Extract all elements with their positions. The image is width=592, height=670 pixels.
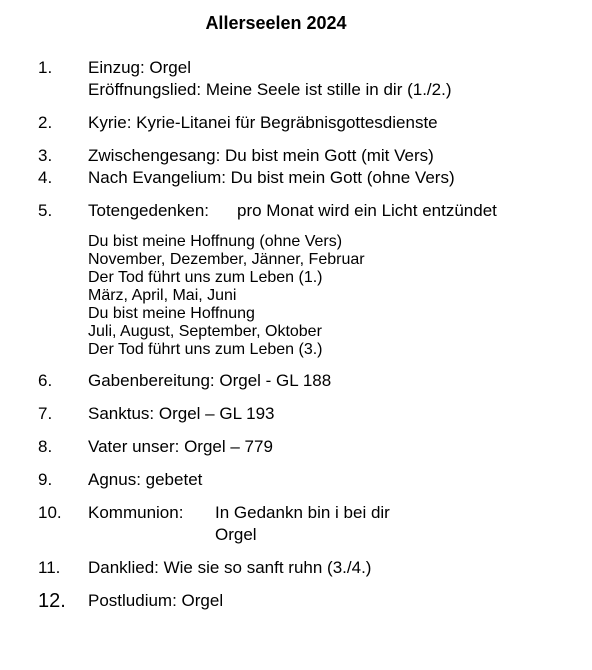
item-line: Vater unser: Orgel – 779: [88, 437, 273, 456]
item-text: In Gedankn bin i bei dir: [215, 503, 390, 522]
block-line: Du bist meine Hoffnung (ohne Vers): [88, 233, 343, 250]
item-number: 4.: [38, 168, 53, 187]
list-item-1: [38, 57, 578, 101]
item-line: Zwischengesang: Du bist mein Gott (mit Vers): [88, 146, 434, 165]
list-item-4: [38, 167, 578, 189]
item-line: Agnus: gebetet: [88, 470, 203, 489]
item-line: Einzug: Orgel: [88, 58, 191, 77]
item-number: 9.: [38, 470, 53, 489]
list-item-6: [38, 370, 578, 392]
block-line: März, April, Mai, Juni: [88, 287, 237, 304]
item-body: [88, 57, 578, 101]
item-number: 6.: [38, 371, 53, 390]
item-body: [88, 112, 578, 134]
list-item-12: [38, 590, 578, 612]
item-body: [88, 200, 578, 222]
totengedenken-block: [38, 233, 578, 359]
item-number: 3.: [38, 146, 53, 165]
item-number: 1.: [38, 58, 53, 77]
item-number: 8.: [38, 437, 53, 456]
item-number: 5.: [38, 201, 53, 220]
item-body: [88, 469, 578, 491]
list-item-11: [38, 557, 578, 579]
block-line: November, Dezember, Jänner, Februar: [88, 251, 365, 268]
item-line: Danklied: Wie sie so sanft ruhn (3./4.): [88, 558, 372, 577]
item-body: [88, 502, 578, 546]
item-line: [88, 200, 578, 222]
item-body: [88, 370, 578, 392]
item-line: Kyrie: Kyrie-Litanei für Begräbnisgottesdienste: [88, 113, 438, 132]
item-number: 2.: [38, 113, 53, 132]
page-title-text: Allerseelen 2024: [205, 13, 347, 33]
item-line: Eröffnungslied: Meine Seele ist stille in dir (1./2.): [88, 80, 452, 99]
item-line: Sanktus: Orgel – GL 193: [88, 404, 275, 423]
list-item-2: [38, 112, 578, 134]
item-number: 10.: [38, 503, 62, 522]
block-line: Der Tod führt uns zum Leben (3.): [88, 341, 323, 358]
block-line: Der Tod führt uns zum Leben (1.): [88, 269, 323, 286]
list-item-5: [38, 200, 578, 222]
list-item-7: [38, 403, 578, 425]
item-line: Gabenbereitung: Orgel - GL 188: [88, 371, 332, 390]
order-list: [38, 57, 578, 612]
list-item-3: [38, 145, 578, 167]
item-body: [88, 436, 578, 458]
item-body: [88, 403, 578, 425]
item-number: 11.: [38, 558, 61, 577]
list-item-9: [38, 469, 578, 491]
item-line: Nach Evangelium: Du bist mein Gott (ohne Vers): [88, 168, 455, 187]
item-text: pro Monat wird ein Licht entzündet: [237, 201, 497, 220]
page-title: [0, 12, 592, 34]
item-line: [88, 502, 578, 524]
item-number: 7.: [38, 404, 53, 423]
list-item-8: [38, 436, 578, 458]
item-body: [88, 590, 578, 612]
item-body: [88, 557, 578, 579]
block-line: Du bist meine Hoffnung: [88, 305, 255, 322]
block-line: Juli, August, September, Oktober: [88, 323, 322, 340]
item-body: [88, 145, 578, 167]
list-item-10: [38, 502, 578, 546]
item-label: Totengedenken:: [88, 201, 209, 220]
item-number: 12.: [38, 590, 66, 612]
item-body: [88, 167, 578, 189]
item-label: Kommunion:: [88, 503, 184, 522]
item-line: Orgel: [215, 525, 257, 544]
item-line: Postludium: Orgel: [88, 591, 224, 610]
